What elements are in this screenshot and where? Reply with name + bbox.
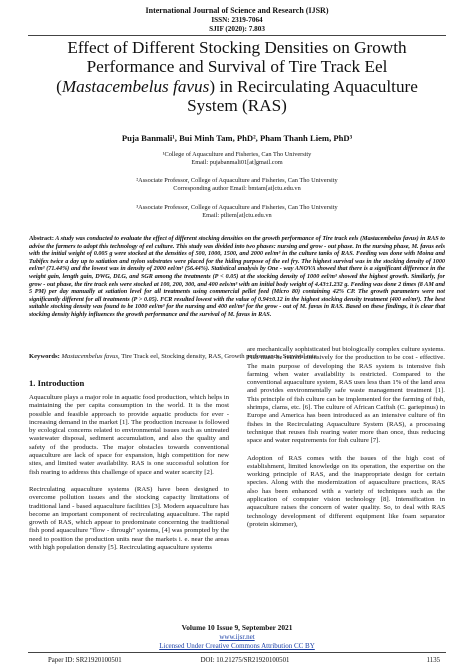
left-column — [29, 394, 229, 561]
author-list: Puja Banmali¹, Bui Minh Tam, PhD², Pham Thanh Liem, PhD³ — [121, 133, 353, 143]
affiliation-2-email: Corresponding author Email: bmtam[at]ctu.edu.vn — [173, 185, 301, 193]
intro-paragraph-4: Adoption of RAS comes with the issues of the high cost of establishment, limited knowledge on its operation, the expertise on the working principle of RAS, and the inappropriate design for certain species. Along with the modernization of aquaculture practices, RAS also has been enhanced with a variety of techniques such as the application of computer vision technology [8]. Intensification in aquaculture raises the concern of water quality. So, to deal with RAS technology development of different equipment like foam separator (protein skimmer), — [247, 454, 445, 528]
affiliation-1-institution: ¹College of Aquaculture and Fisheries, Can Tho University — [162, 151, 312, 158]
abstract-text: A study was conducted to evaluate the effect of different stocking densities on the growth performance of Tire track eels (Mastacembelus favus) in RAS to advise the farmers to adopt this technology of eel culture. This study was divided into two phases: nursing and grow - out phase. In the nursing phase, M. favus eels with the initial weight of 0.005 g were stocked at the densities of 500, 1000, 1500, and 2000 eel/m³ in the culture tanks of RAS. Feeding was done with Moina and Tubifex twice a day up to satiation and nylon substrates were placed for the hiding purpose of the eel fry. The highest survival was in the stocking density of 1000 eel/m³ (71.44%) and the lowest was in density of 2000 eel/m³ (56.44%). Statistical analysis by One - way ANOVA showed that there is a significant difference in the weight gain, length gain, DWG, DLG, and SGR among the treatments (P < 0.05) at the stocking density of 1000 eel/m³ showed the highest growth. Similarly, for grow - out phase, the tire track eels were stocked at 100, 200, 300, and 400 eels/m³ with an initial body weight of 4.43±1.232 g. Feeding was done 2 times (8 AM and 5 PM) per day manually at satiation level for all treatments using commercial pellet feed (Micro 80) containing 42% CP. The growth parameters were not significantly different for all treatments (P > 0.05). FCR resulted lowest with the value of 0.94±0.12 in the highest stocking density treatment (400 eel/m³). The best suitable stocking density was found to be 1000 eel/m³ for the nursing and 400 eel/m³ for the grow - out of M. favus in RAS. Based on these findings, it is clear that stocking density highly influences the growth performance and the survival of M. favus in RAS. — [29, 236, 445, 318]
title-part-1: Effect of Different Stocking Densities on Growth Performance and Survival of Tire Track Eel ( — [56, 38, 407, 96]
header-rule — [28, 35, 446, 36]
sjif: SJIF (2020): 7.803 — [209, 25, 265, 33]
section-heading-introduction: 1. Introduction — [29, 378, 85, 388]
affiliation-1-email: Email: pujabanmali01[at]gmail.com — [191, 159, 283, 167]
footer-volume: Volume 10 Issue 9, September 2021 — [181, 623, 293, 632]
footer-license-link[interactable]: Licensed Under Creative Commons Attribution CC BY — [159, 642, 315, 650]
intro-paragraph-1: Aquaculture plays a major role in aquatic food production, which helps in maintaining the per capita consumption in the world. It is the most possible and feasible approach to provide aquatic products for ever - increasing demand in the market [1]. The production increase is followed by ecological concerns related to environmental issues such as untreated wastewater disposal, sediment accumulation, and also the quality and safety of the products. The major obstacles towards conventional aquaculture are lack of space for expansion, high competition for new sites, and limited water availability. RAS is one successful solution for fish rearing to address this challenge of space and water scarcity [2]. — [29, 394, 229, 476]
page-number: 1135 — [426, 657, 440, 664]
keywords-species: Mastacembelus favus — [61, 353, 119, 360]
footer-rule — [28, 652, 446, 653]
affiliation-1 — [40, 151, 434, 168]
affiliation-2-institution: ²Associate Professor, College of Aquaculture and Fisheries, Can Tho University — [136, 177, 338, 184]
title-part-2: ) in Recirculating Aquaculture System (RAS) — [187, 76, 418, 116]
right-column — [247, 346, 445, 538]
abstract-label: Abstract: — [29, 236, 54, 242]
footer-journal-link[interactable]: www.ijsr.net — [219, 633, 255, 641]
title-species: Mastacembelus favus — [61, 76, 210, 96]
affiliation-3-institution: ³Associate Professor, College of Aquaculture and Fisheries, Can Tho University — [136, 204, 338, 211]
footer-doi: DOI: 10.21275/SR21920100501 — [200, 657, 290, 664]
footer-paper-id: Paper ID: SR21920100501 — [48, 657, 122, 664]
intro-paragraph-3: are mechanically sophisticated but biologically complex culture systems. Fish must be reared intensively for the production to be cost - effective. The main purpose of developing the RAS system is intensive fish farming when water availability is restricted. Compared to the conventional aquaculture system, RAS uses less than 1% of the land area and provides environmentally safe waste management treatment [1]. This principle of fish culture can be implemented for the farming of fish, shrimps, clams, etc. [6]. The culture of African Catfish (C. gariepinus) in Europe and America has been introduced as an intensive culture of fin fishes in the Recirculating Aquaculture System (RAS), a processing technique that reuses fish rearing water more than once, thus reducing space and water requirements for fish culture [7]. — [247, 346, 445, 445]
abstract — [29, 236, 445, 320]
intro-paragraph-2: Recirculating aquaculture systems (RAS) have been designed to overcome pollution issues and the stocking capacity limitations of traditional land - based aquaculture facilities [3]. Modern aquaculture has become an important component of recirculating aquaculture. The rapid growth of RAS, which appear to predominate concerning the traditional fish pond aquaculture "flow - through" systems, [4] was prompted by the need to position the production units near the markets i. e. near the areas with high population density [5]. Recirculating aquaculture systems — [29, 485, 229, 552]
keywords-list: , Tire Track eel, Stocking density, RAS, Growth performance, Survival rate — [118, 353, 317, 360]
paper-title — [30, 38, 444, 116]
affiliation-3-email: Email: ptliem[at]ctu.edu.vn — [202, 212, 272, 220]
journal-name: International Journal of Science and Research (IJSR) — [145, 6, 329, 15]
affiliation-3 — [40, 204, 434, 221]
issn: ISSN: 2319-7064 — [211, 16, 263, 24]
keywords-label: Keywords: — [29, 353, 60, 360]
affiliation-2 — [40, 177, 434, 194]
